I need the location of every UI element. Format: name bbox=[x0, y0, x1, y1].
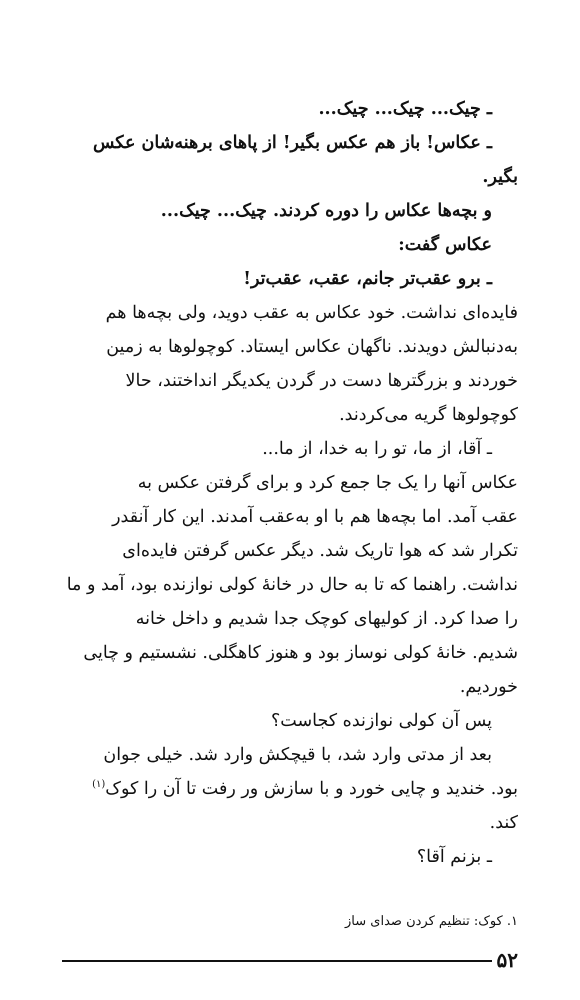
footnote-marker: (۱) bbox=[92, 779, 106, 791]
text-line: پس آن کولی نوازنده کجاست؟ bbox=[271, 711, 492, 731]
text-line: را صدا کرد. از کولیهای کوچک جدا شدیم و داخل خانه bbox=[135, 609, 518, 629]
text-line-with-footnote bbox=[62, 772, 518, 806]
text-line: و بچه‌ها عکاس را دوره کردند. چیک... چیک... bbox=[160, 201, 492, 221]
text-line: تکرار شد که هوا تاریک شد. دیگر عکس گرفتن فایده‌ای bbox=[122, 541, 518, 561]
page-divider-line bbox=[62, 960, 492, 962]
text-line: بگیر. bbox=[482, 167, 518, 187]
text-line: کوچولوها گریه می‌کردند. bbox=[339, 405, 518, 425]
text-line: کند. bbox=[489, 813, 518, 833]
page-number: ۵۲ bbox=[496, 948, 518, 972]
book-page-text bbox=[62, 92, 518, 874]
text-line: بود. خندید و چایی خورد و با سازش ور رفت تا آن را کوک bbox=[105, 779, 518, 799]
text-line: عکاس گفت: bbox=[398, 235, 492, 255]
text-line: نداشت. راهنما که تا به حال در خانهٔ کولی نوازنده بود، آمد و ما bbox=[66, 575, 518, 595]
text-line: ـ بزنم آقا؟ bbox=[416, 847, 492, 867]
text-line: خوردیم. bbox=[459, 677, 518, 697]
text-line: ـ چیک... چیک... چیک... bbox=[318, 99, 492, 119]
text-line: عقب آمد. اما بچه‌ها هم با او به‌عقب آمدند. این کار آنقدر bbox=[112, 507, 518, 527]
text-line: ـ آقا، از ما، تو را به خدا، از ما... bbox=[262, 439, 492, 459]
text-line: ـ برو عقب‌تر جانم، عقب، عقب‌تر! bbox=[243, 269, 492, 289]
text-line: عکاس آنها را یک جا جمع کرد و برای گرفتن عکس به bbox=[137, 473, 518, 493]
text-line: خوردند و بزرگترها دست در گردن یکدیگر انداختند، حالا bbox=[125, 371, 518, 391]
text-line: شدیم. خانهٔ کولی نوساز بود و هنوز کاهگلی. نشستیم و چایی bbox=[83, 643, 518, 663]
text-line: ـ عکاس! باز هم عکس بگیر! از پاهای برهنه‌شان عکس bbox=[93, 133, 492, 153]
footnote: ۱. کوک: تنظیم کردن صدای ساز bbox=[345, 914, 518, 929]
text-line: بعد از مدتی وارد شد، با قیچکش وارد شد. خیلی جوان bbox=[103, 745, 492, 765]
text-line: به‌دنبالش دویدند. ناگهان عکاس ایستاد. کوچولوها به زمین bbox=[106, 337, 518, 357]
text-line: فایده‌ای نداشت. خود عکاس به عقب دوید، ولی بچه‌ها هم bbox=[105, 303, 518, 323]
